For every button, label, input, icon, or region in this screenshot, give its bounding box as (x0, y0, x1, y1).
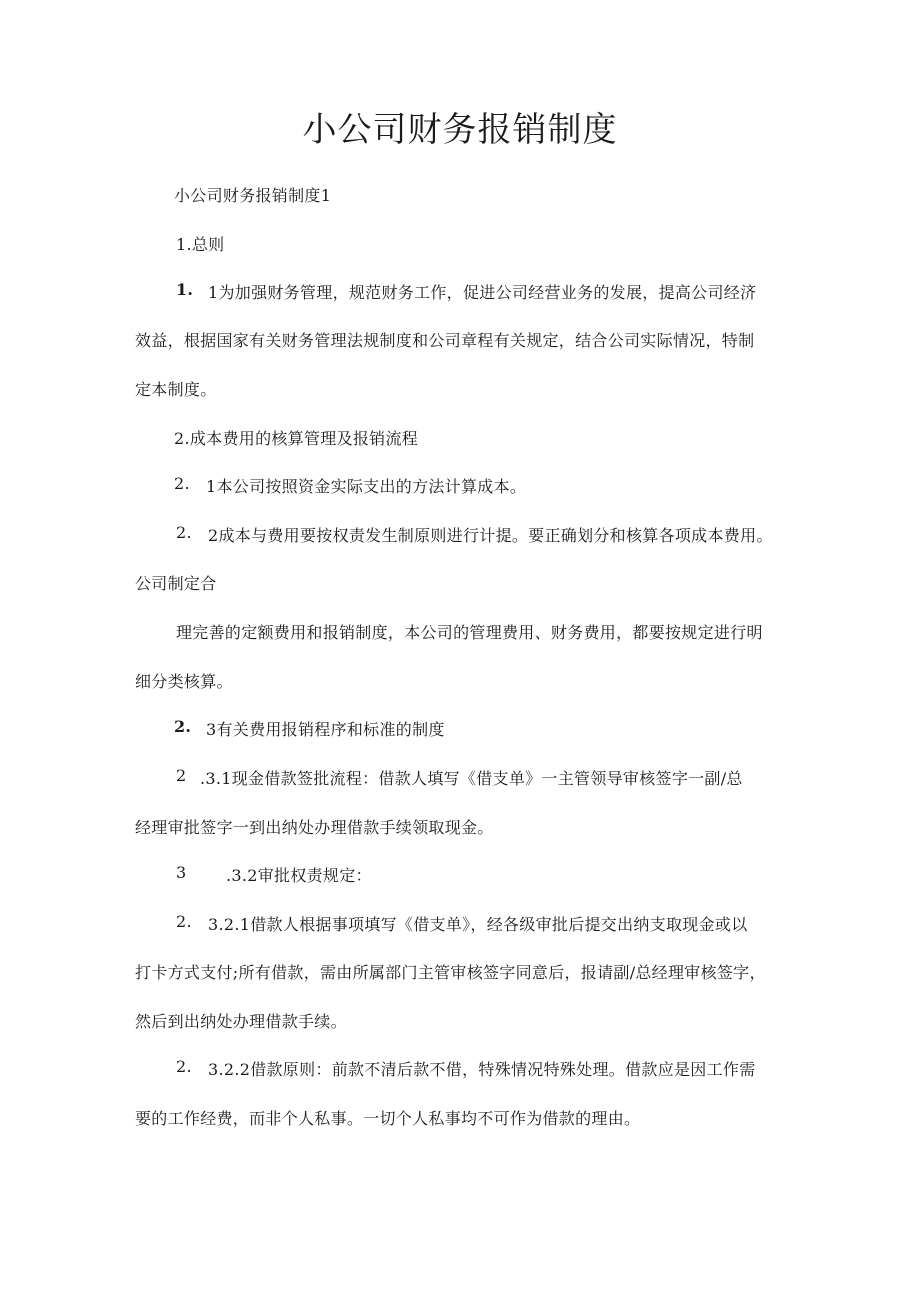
item-2-2-line-4: 细分类核算。 (135, 672, 233, 691)
item-2-1-line-1: 1本公司按照资金实际支出的方法计算成本。 (206, 477, 527, 496)
item-2-3-2-2-number: 2. (176, 1057, 192, 1076)
item-2-3-1-line-2: 经理审批签字一到出纳处办理借款手续领取现金。 (135, 818, 494, 837)
item-3-3-2-number: 3 (176, 863, 187, 882)
document-title: 小公司财务报销制度 (302, 110, 618, 150)
item-2-3-2-1-line-1: 3.2.1借款人根据事项填写《借支单》，经各级审批后提交出纳支取现金或以 (208, 915, 748, 934)
item-2-3-1-number: 2 (176, 766, 187, 785)
item-1-1-number: 1. (176, 280, 194, 299)
item-2-3-2-1-line-3: 然后到出纳处办理借款手续。 (135, 1012, 347, 1031)
item-3-3-2-line-1: .3.2审批权责规定： (226, 866, 372, 885)
item-2-2-line-2: 公司制定合 (135, 574, 217, 593)
item-2-2-number: 2. (176, 523, 192, 542)
item-2-3-2-1-number: 2. (176, 912, 192, 931)
item-2-2-line-3: 理完善的定额费用和报销制度，本公司的管理费用、财务费用，都要按规定进行明 (176, 623, 763, 642)
item-2-3-line-1: 3有关费用报销程序和标准的制度 (206, 720, 445, 739)
item-1-1-line-3: 定本制度。 (135, 380, 217, 399)
item-2-1-number: 2. (174, 474, 190, 493)
item-2-3-2-1-line-2: 打卡方式支付;所有借款，需由所属部门主管审核签字同意后，报请副/总经理审核签字， (135, 963, 766, 982)
section-1-heading: 1.总则 (176, 235, 225, 254)
section-2-heading: 2.成本费用的核算管理及报销流程 (174, 429, 419, 448)
subtitle-line: 小公司财务报销制度1 (174, 186, 332, 205)
item-2-3-number: 2. (174, 717, 192, 736)
item-2-2-line-1: 2成本与费用要按权责发生制原则进行计提。要正确划分和核算各项成本费用。 (208, 526, 773, 545)
item-2-3-1-line-1: .3.1现金借款签批流程：借款人填写《借支单》一主管领导审核签字一副/总 (200, 769, 743, 788)
item-1-1-line-2: 效益，根据国家有关财务管理法规制度和公司章程有关规定，结合公司实际情况，特制 (135, 331, 755, 350)
item-1-1-line-1: 1为加强财务管理，规范财务工作，促进公司经营业务的发展，提高公司经济 (208, 283, 757, 302)
item-2-3-2-2-line-2: 要的工作经费，而非个人私事。一切个人私事均不可作为借款的理由。 (135, 1109, 641, 1128)
item-2-3-2-2-line-1: 3.2.2借款原则：前款不清后款不借，特殊情况特殊处理。借款应是因工作需 (208, 1060, 756, 1079)
